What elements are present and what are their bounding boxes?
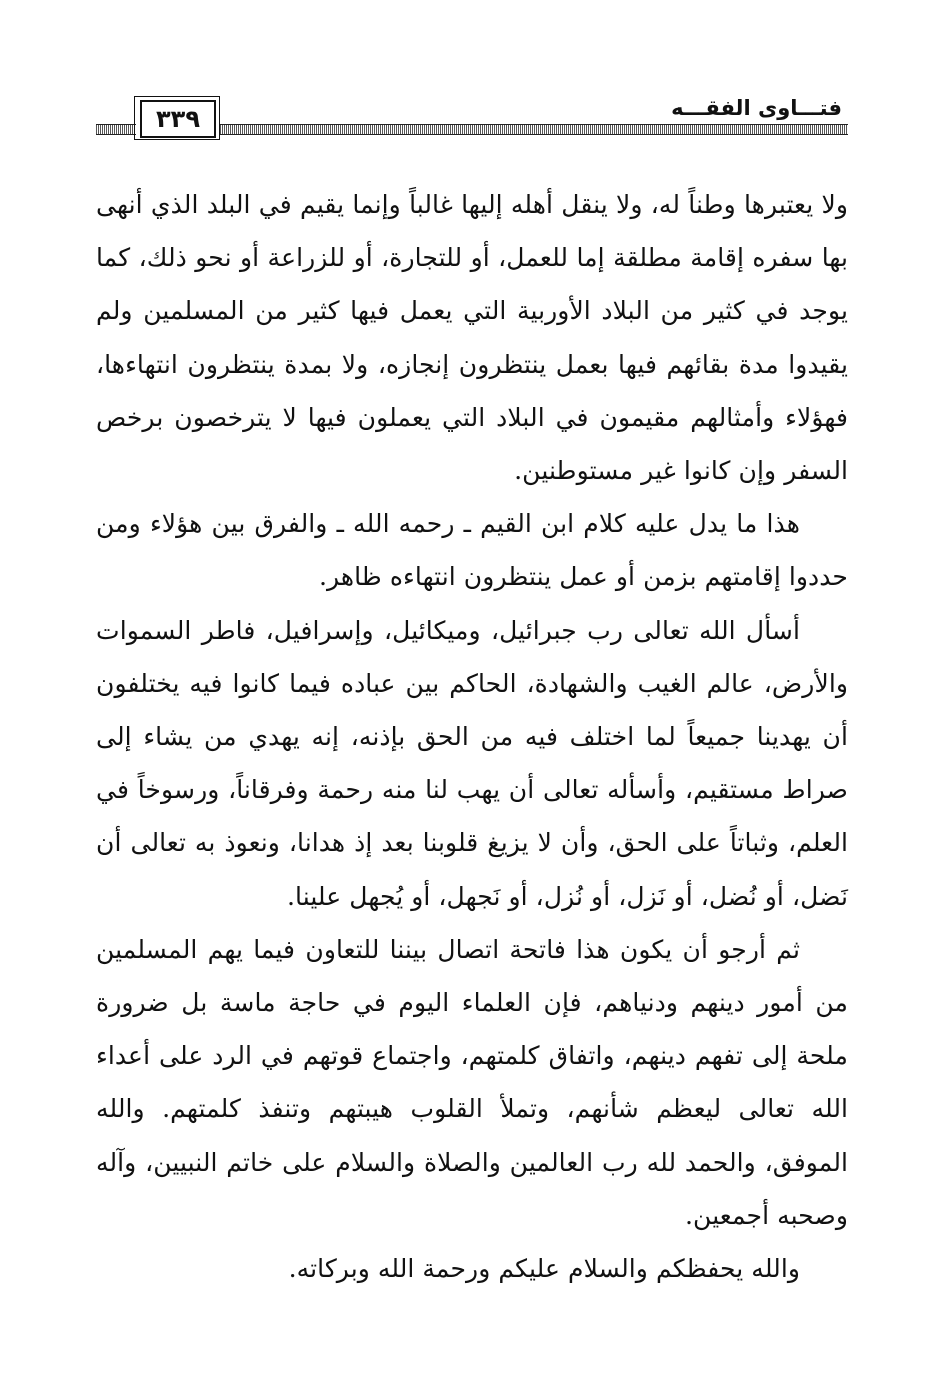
- book-title: فتـــاوى الفقـــه: [671, 96, 842, 120]
- paragraph-2: هذا ما يدل عليه كلام ابن القيم ـ رحمه الله ـ والفرق بين هؤلاء ومن حددوا إقامتهم بزمن أو عمل ينتظرون انتهاءه ظاهر.: [96, 509, 848, 592]
- page-header: [96, 86, 848, 146]
- page-number: ٣٣٩: [140, 100, 216, 138]
- paragraph-1: ولا يعتبرها وطناً له، ولا ينقل أهله إليها غالباً وإنما يقيم في البلد الذي أنهى بها سفره إقامة مطلقة إما للعمل، أو للتجارة، أو للزراعة أو نحو ذلك، كما يوجد في كثير من البلاد الأوربية التي يعمل فيها كثير من المسلمين ولم يقيدوا مدة بقائهم فيها بعمل ينتظرون إنجازه، ولا بمدة ينتظرون انتهاءها، فهؤلاء وأمثالهم مقيمون في البلاد التي يعملون فيها لا يترخصون برخص السفر وإن كانوا غير مستوطنين.: [96, 190, 848, 486]
- header-rule-left: [96, 124, 136, 135]
- paragraph-3: أسأل الله تعالى رب جبرائيل، وميكائيل، وإسرافيل، فاطر السموات والأرض، عالم الغيب والشهادة، الحاكم بين عباده فيما كانوا فيه يختلفون أن يهدينا جميعاً لما اختلف فيه من الحق بإذنه، إنه يهدي من يشاء إلى صراط مستقيم، وأسأله تعالى أن يهب لنا منه رحمة وفرقاناً، ورسوخاً في العلم، وثباتاً على الحق، وأن لا يزيغ قلوبنا بعد إذ هدانا، ونعوذ به تعالى أن نَضل، أو نُضل، أو نَزل، أو نُزل، أو نَجهل، أو يُجهل علينا.: [96, 615, 848, 911]
- header-rule: [220, 124, 848, 135]
- paragraph-4: ثم أرجو أن يكون هذا فاتحة اتصال بيننا للتعاون فيما يهم المسلمين من أمور دينهم ودنياهم، فإن العلماء اليوم في حاجة ماسة بل ضرورة ملحة إلى تفهم دينهم، واتفاق كلمتهم، واجتماع قوتهم في الرد على أعداء الله تعالى ليعظم شأنهم، وتملأ القلوب هيبتهم وتنفذ كلمتهم. والله الموفق، والحمد لله رب العالمين والصلاة والسلام على خاتم النبيين، وآله وصحبه أجمعين.: [96, 934, 848, 1230]
- page-body: [96, 178, 848, 1295]
- closing-line: والله يحفظكم والسلام عليكم ورحمة الله وبركاته.: [288, 1254, 800, 1284]
